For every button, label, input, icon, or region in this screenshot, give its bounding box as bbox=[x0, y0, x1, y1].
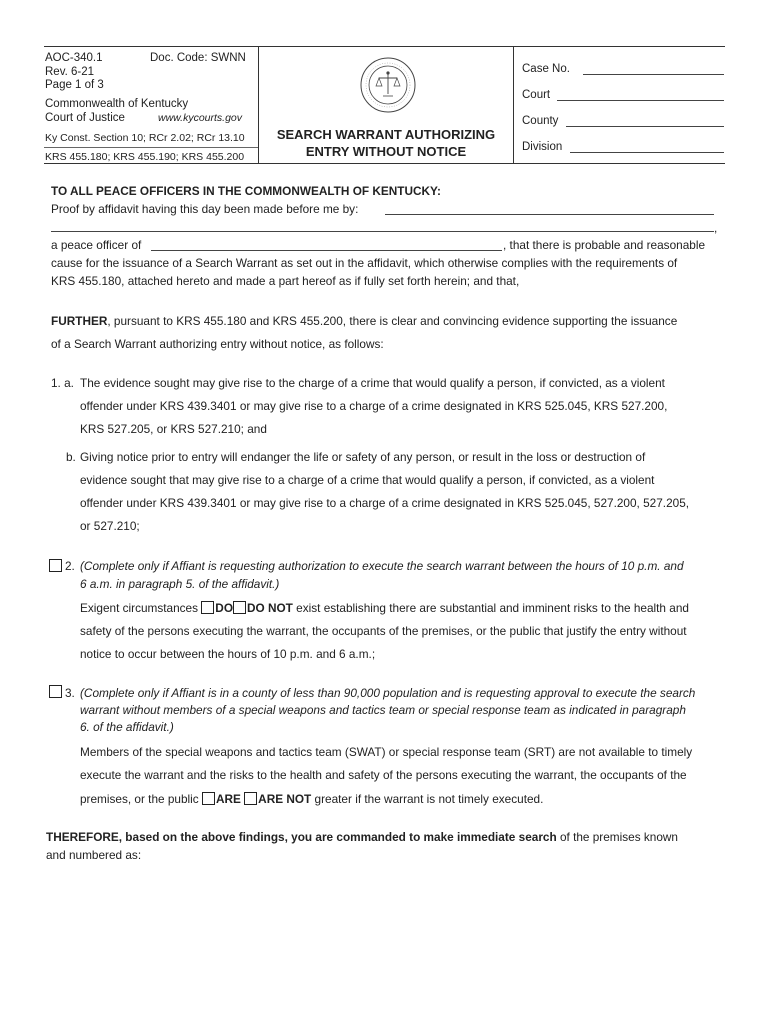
court-of-justice-label: Court of Justice bbox=[45, 112, 125, 124]
therefore-line-1 bbox=[46, 830, 678, 844]
are-label: ARE bbox=[215, 792, 241, 806]
item-3-line-1: Members of the special weapons and tactics team (SWAT) or special response team (SRT) are not available to timely bbox=[80, 745, 693, 759]
peace-officers-heading: TO ALL PEACE OFFICERS IN THE COMMONWEALTH OF KENTUCKY: bbox=[51, 184, 441, 198]
case-no-field[interactable] bbox=[583, 74, 724, 75]
county-label: County bbox=[522, 115, 559, 127]
form-title-line-2: ENTRY WITHOUT NOTICE bbox=[305, 144, 467, 159]
division-field[interactable] bbox=[570, 152, 724, 153]
county-field[interactable] bbox=[566, 126, 724, 127]
item-2-note-line-2: 6 a.m. in paragraph 5. of the affidavit.) bbox=[80, 577, 280, 591]
item-3-note-line-3: 6. of the affidavit.) bbox=[80, 720, 174, 734]
form-title-line-1: SEARCH WARRANT AUTHORIZING bbox=[276, 127, 496, 142]
case-no-label: Case No. bbox=[522, 63, 570, 75]
header-top-rule bbox=[44, 46, 725, 47]
item-1b-line-3: offender under KRS 439.3401 or may give rise to a charge of a crime designated in KRS 525.045, 527.200, 527.205, bbox=[80, 496, 690, 510]
website-link[interactable]: www.kycourts.gov bbox=[158, 112, 243, 124]
item-2-line-3: notice to occur between the hours of 10 p.m. and 6 a.m.; bbox=[80, 647, 376, 661]
court-label: Court bbox=[522, 89, 551, 101]
do-checkbox[interactable] bbox=[201, 601, 214, 614]
further-text: , pursuant to KRS 455.180 and KRS 455.200, there is clear and convincing evidence supporting the issuance bbox=[107, 314, 678, 328]
comma: , bbox=[714, 221, 718, 235]
item-1b-line-1: Giving notice prior to entry will endanger the life or safety of any person, or result in the loss or destruction of bbox=[80, 450, 646, 464]
do-not-label: DO NOT bbox=[247, 601, 293, 615]
affiant-name-field[interactable] bbox=[385, 214, 714, 215]
header-divider-right bbox=[513, 46, 514, 163]
item-3-line-2: execute the warrant and the risks to the health and safety of the persons executing the warrant, the occupants of the bbox=[80, 768, 687, 782]
item-3-number: 3. bbox=[65, 686, 75, 700]
item-3-start: premises, or the public bbox=[80, 792, 199, 806]
are-not-checkbox[interactable] bbox=[244, 792, 257, 805]
revision: Rev. 6-21 bbox=[45, 66, 95, 78]
doc-code: Doc. Code: SWNN bbox=[150, 52, 246, 64]
cause-line-2: KRS 455.180, attached hereto and made a part hereof as if fully set forth herein; and that, bbox=[51, 274, 520, 288]
are-not-label: ARE NOT bbox=[258, 792, 312, 806]
therefore-line-2: and numbered as: bbox=[46, 848, 142, 862]
item-3-note-line-2: warrant without members of a special weapons and tactics team or special response team as indicated in paragraph bbox=[80, 703, 686, 717]
item-1a-marker: 1. a. bbox=[51, 376, 74, 390]
cause-line-1: cause for the issuance of a Search Warrant as set out in the affidavit, which otherwise complies with the requirements of bbox=[51, 256, 678, 270]
item-1b-marker: b. bbox=[66, 450, 76, 464]
item-3-checkbox[interactable] bbox=[49, 685, 62, 698]
authority-rule bbox=[44, 147, 258, 148]
kentucky-seal-icon bbox=[353, 56, 423, 114]
item-3-end: greater if the warrant is not timely executed. bbox=[314, 792, 544, 806]
item-2-checkbox[interactable] bbox=[49, 559, 62, 572]
further-paragraph-line-1 bbox=[51, 314, 677, 328]
further-label: FURTHER bbox=[51, 314, 108, 328]
item-3-note-line-1: (Complete only if Affiant is in a county of less than 90,000 population and is requesting approval to execute the search bbox=[80, 686, 696, 700]
item-2-line-2: safety of the persons executing the warrant, the occupants of the premises, or the public that justify the entry without bbox=[80, 624, 687, 638]
officer-line-end: , that there is probable and reasonable bbox=[503, 238, 705, 252]
proof-line-label: Proof by affidavit having this day been made before me by: bbox=[51, 202, 359, 216]
form-number: AOC-340.1 bbox=[45, 52, 103, 64]
item-1a-line-1: The evidence sought may give rise to the charge of a crime that would qualify a person, if convicted, as a violent bbox=[80, 376, 665, 390]
do-label: DO bbox=[215, 601, 233, 615]
item-3-line-3 bbox=[80, 792, 543, 806]
exigent-label: Exigent circumstances bbox=[80, 601, 199, 615]
therefore-bold: THEREFORE, based on the above findings, you are commanded to make immediate search bbox=[46, 830, 557, 844]
exigent-rest: exist establishing there are substantial and imminent risks to the health and bbox=[296, 601, 689, 615]
item-1b-line-2: evidence sought that may give rise to a charge of a crime that would qualify a person, if convicted, as a violent bbox=[80, 473, 655, 487]
authority-line-1: Ky Const. Section 10; RCr 2.02; RCr 13.10 bbox=[45, 132, 245, 144]
agency-field[interactable] bbox=[151, 250, 502, 251]
page-number: Page 1 of 3 bbox=[45, 79, 104, 91]
authority-line-2: KRS 455.180; KRS 455.190; KRS 455.200 bbox=[45, 151, 245, 163]
affiant-name-field-continued[interactable] bbox=[51, 231, 714, 232]
item-1a-line-2: offender under KRS 439.3401 or may give rise to a charge of a crime designated in KRS 525.045, KRS 527.200, bbox=[80, 399, 668, 413]
are-checkbox[interactable] bbox=[202, 792, 215, 805]
item-1b-line-4: or 527.210; bbox=[80, 519, 140, 533]
court-field[interactable] bbox=[557, 100, 724, 101]
therefore-rest: of the premises known bbox=[556, 830, 678, 844]
item-2-exigent-line bbox=[80, 601, 689, 615]
commonwealth-label: Commonwealth of Kentucky bbox=[45, 98, 189, 110]
division-label: Division bbox=[522, 141, 563, 153]
item-2-number: 2. bbox=[65, 559, 75, 573]
further-paragraph-line-2: of a Search Warrant authorizing entry without notice, as follows: bbox=[51, 337, 384, 351]
do-not-checkbox[interactable] bbox=[233, 601, 246, 614]
item-1a-line-3: KRS 527.205, or KRS 527.210; and bbox=[80, 422, 267, 436]
item-2-note-line-1: (Complete only if Affiant is requesting authorization to execute the search warrant between the hours of 10 p.m. and bbox=[80, 559, 684, 573]
officer-line-start: a peace officer of bbox=[51, 238, 142, 252]
